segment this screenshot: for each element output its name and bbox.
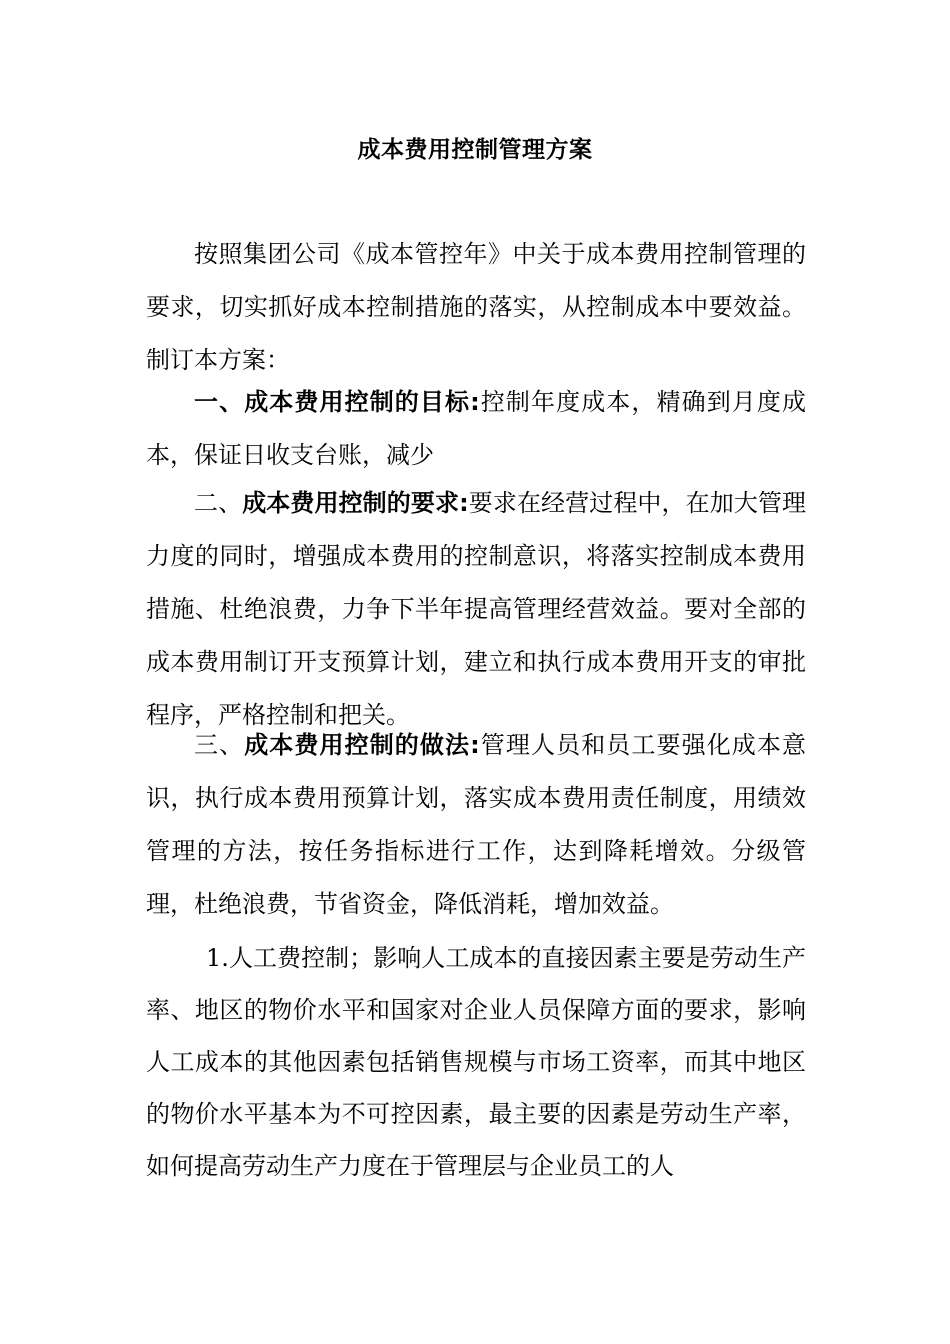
intro-text: 按照集团公司《成本管控年》中关于成本费用控制管理的要求，切实抓好成本控制措施的落实，从控制成本中要效益。制订本方案： [146, 240, 806, 374]
section-2-paragraph [146, 477, 806, 742]
section-2-heading: 成本费用控制的要求: [242, 489, 469, 517]
section-3-text: 管理人员和员工要强化成本意识，执行成本费用预算计划，落实成本费用责任制度，用绩效管理的方法，按任务指标进行工作，达到降耗增效。分级管理，杜绝浪费，节省资金，降低消耗，增加效益。 [146, 731, 806, 918]
section-3-paragraph [146, 719, 806, 931]
section-2-text: 要求在经营过程中，在加大管理力度的同时，增强成本费用的控制意识，将落实控制成本费用措施、杜绝浪费，力争下半年提高管理经营效益。要对全部的成本费用制订开支预算计划，建立和执行成本费用开支的审批程序，严格控制和把关。 [146, 489, 807, 729]
section-3 [146, 719, 806, 931]
item-1-paragraph: 1.人工费控制；影响人工成本的直接因素主要是劳动生产率、地区的物价水平和国家对企业人员保障方面的要求，影响人工成本的其他因素包括销售规模与市场工资率，而其中地区的物价水平基本为不可控因素，最主要的因素是劳动生产率，如何提高劳动生产力度在于管理层与企业员工的人 [146, 944, 806, 1180]
section-1-text: 控制年度成本，精确到月度成本，保证日收支台账，减少 [146, 388, 806, 469]
section-2 [146, 477, 806, 742]
section-1-heading: 一、成本费用控制的目标: [194, 388, 480, 416]
section-1-paragraph [146, 376, 806, 482]
section-3-prefix: 三、 [194, 731, 245, 759]
item-1 [146, 932, 806, 1192]
section-2-prefix: 二、 [194, 489, 243, 517]
section-1 [146, 376, 806, 482]
section-3-heading: 成本费用控制的做法: [244, 731, 480, 759]
intro-paragraph [146, 228, 806, 387]
document-title: 成本费用控制管理方案 [357, 137, 593, 163]
